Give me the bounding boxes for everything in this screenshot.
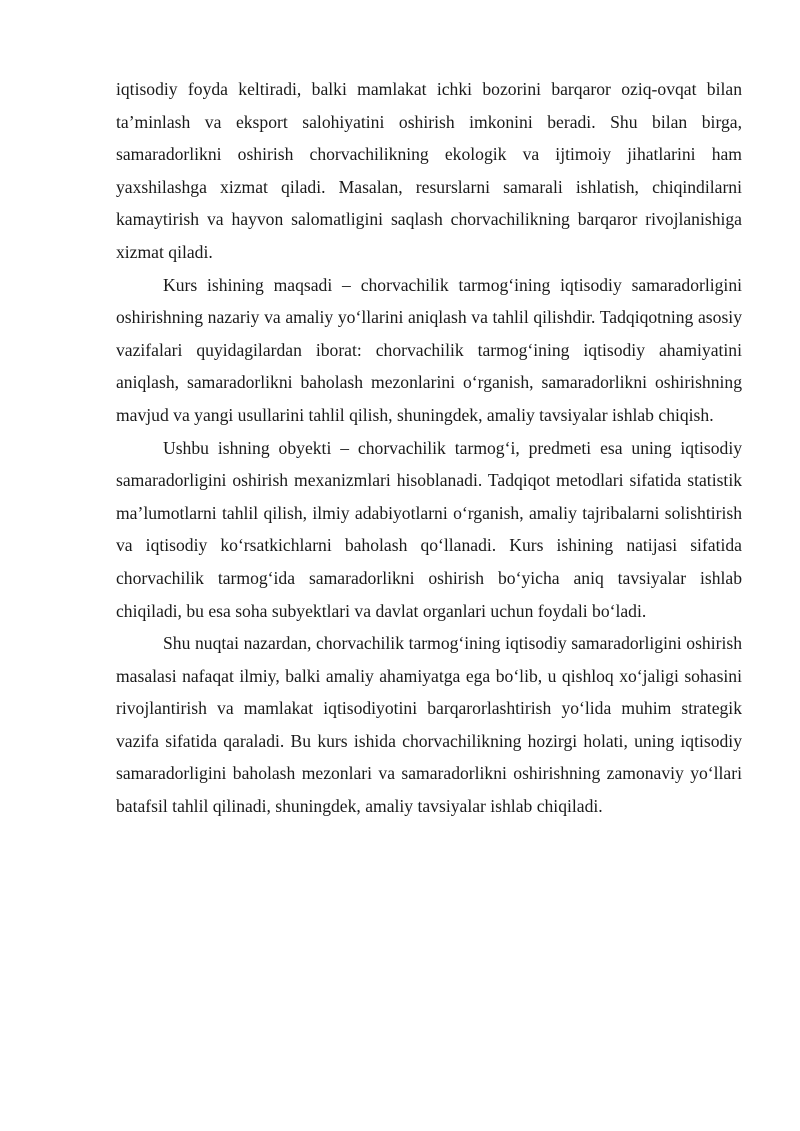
document-body xyxy=(116,73,742,823)
paragraph-course-goal: Kurs ishining maqsadi – chorvachilik tarmog‘ining iqtisodiy samaradorligini oshirishning nazariy va amaliy yo‘llarini aniqlash va tahlil qilishdir. Tadqiqotning asosiy vazifalari quyidagilardan iborat: chorvachilik tarmog‘ining iqtisodiy ahamiyatini aniqlash, samaradorlikni baholash mezonlarini o‘rganish, samaradorlikni oshirishning mavjud va yangi usullarini tahlil qilish, shuningdek, amaliy tavsiyalar ishlab chiqish. xyxy=(116,274,742,425)
paragraph-conclusion: Shu nuqtai nazardan, chorvachilik tarmog‘ining iqtisodiy samaradorligini oshirish masalasi nafaqat ilmiy, balki amaliy ahamiyatga ega bo‘lib, u qishloq xo‘jaligi sohasini rivojlantirish va mamlakat iqtisodiyotini barqarorlashtirish yo‘lida muhim strategik vazifa sifatida qaraladi. Bu kurs ishida chorvachilikning hozirgi holati, uning iqtisodiy samaradorligini baholash mezonlari va samaradorlikni oshirishning zamonaviy yo‘llari batafsil tahlil qilinadi, shuningdek, amaliy tavsiyalar ishlab chiqiladi. xyxy=(116,633,742,817)
paragraph-object-subject: Ushbu ishning obyekti – chorvachilik tarmog‘i, predmeti esa uning iqtisodiy samaradorligini oshirish mexanizmlari hisoblanadi. Tadqiqot metodlari sifatida statistik ma’lumotlarni tahlil qilish, ilmiy adabiyotlarni o‘rganish, amaliy tajribalarni solishtirish va iqtisodiy ko‘rsatkichlarni baholash qo‘llanadi. Kurs ishining natijasi sifatida chorvachilik tarmog‘ida samaradorlikni oshirish bo‘yicha aniq tavsiyalar ishlab chiqiladi, bu esa soha subyektlari va davlat organlari uchun foydali bo‘ladi. xyxy=(116,437,742,621)
paragraph-continuation: iqtisodiy foyda keltiradi, balki mamlakat ichki bozorini barqaror oziq-ovqat bilan ta’minlash va eksport salohiyatini oshirish imkonini beradi. Shu bilan birga, samaradorlikni oshirish chorvachilikning ekologik va ijtimoiy jihatlarini ham yaxshilashga xizmat qiladi. Masalan, resurslarni samarali ishlatish, chiqindilarni kamaytirish va hayvon salomatligini saqlash chorvachilikning barqaror rivojlanishiga xizmat qiladi. xyxy=(116,79,742,262)
